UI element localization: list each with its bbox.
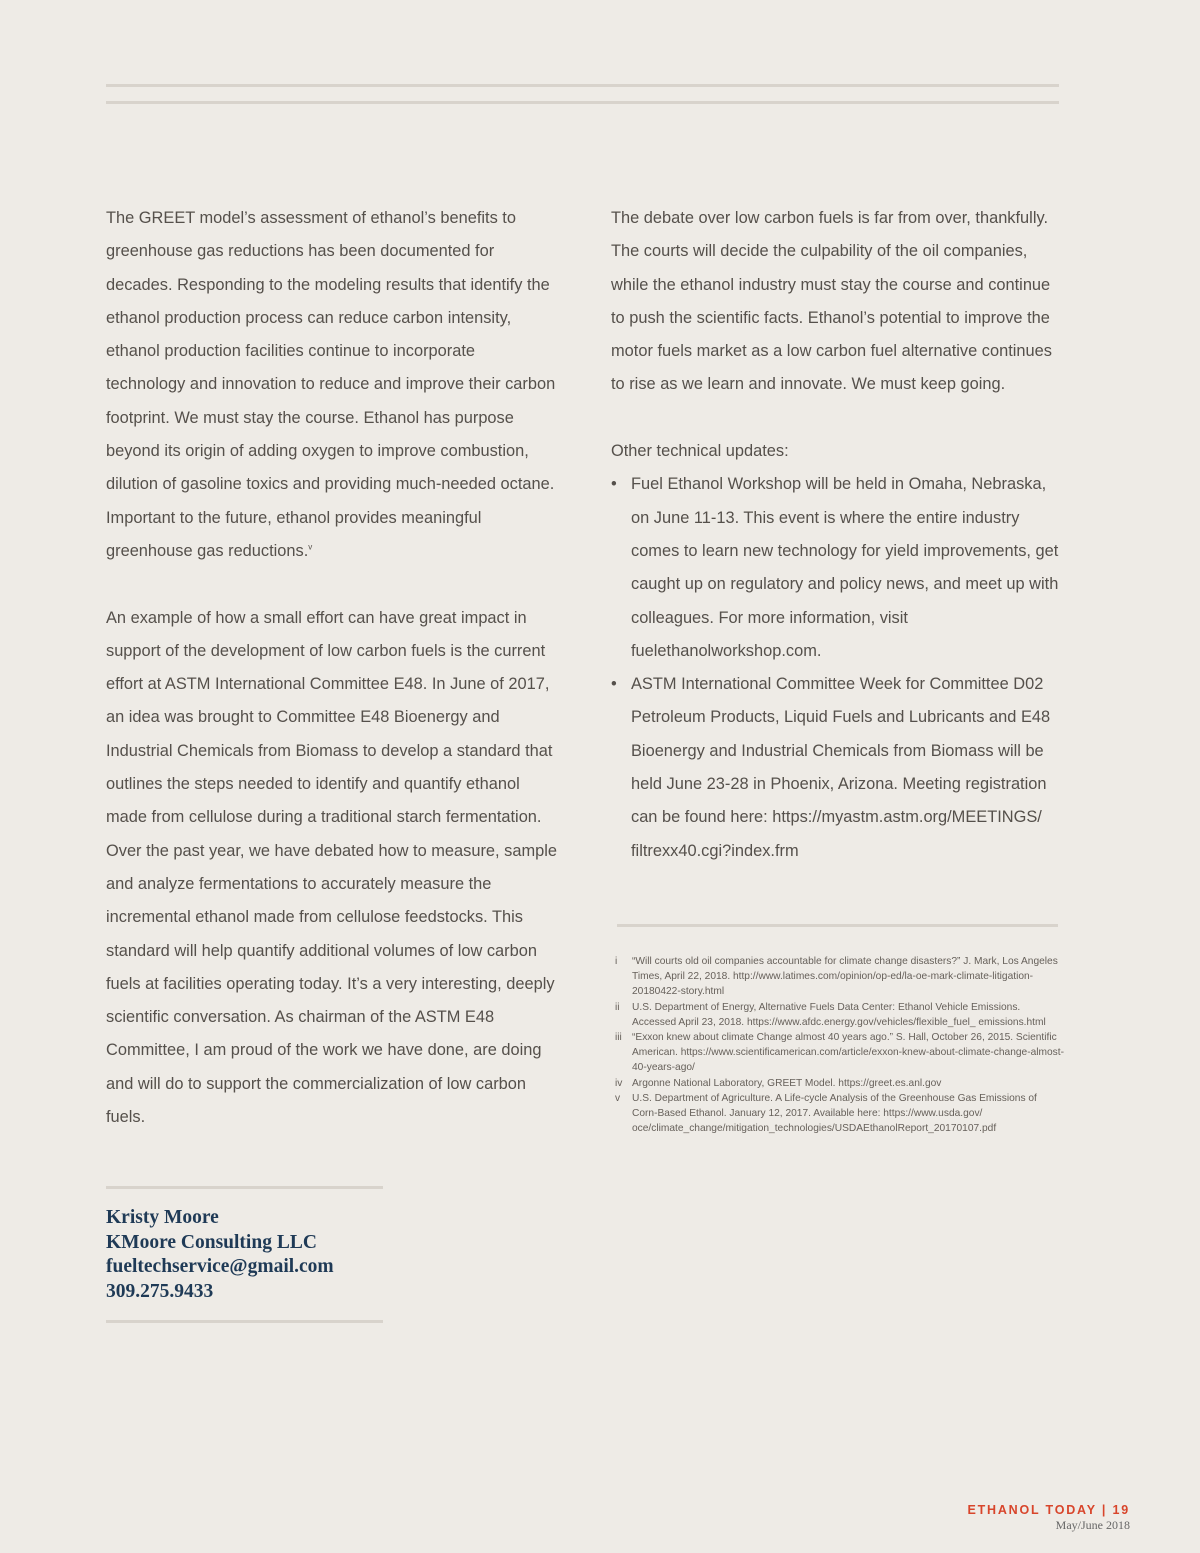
footnote-number: i [615, 956, 618, 967]
footnote-number: iv [615, 1077, 623, 1089]
list-item-text: ASTM International Committee Week for Committee D02 Petroleum Products, Liquid Fuels and Lubricants and E48 Bioenergy and Industrial Chemicals from Biomass will be held June 23-28 in Phoenix, Arizona. Meeting registration can be found here: https://myastm.astm.org/MEETINGS/ filtrexx40.cgi?index.frm [631, 675, 1051, 860]
page-folio [967, 1503, 1130, 1532]
top-rule-2 [106, 101, 1059, 104]
author-name: Kristy Moore [106, 1207, 219, 1228]
footnote [615, 1076, 1065, 1091]
footnote-text: U.S. Department of Agriculture. A Life-cycle Analysis of the Greenhouse Gas Emissions of Corn-Based Ethanol. January 12, 2017. Available here: https://www.usda.gov/ oce/climate_change/mitigation_technologies/USDAEthanolReport_20170107.pdf [632, 1092, 1037, 1135]
footnote-number: iii [615, 1032, 622, 1044]
footnotes-rule [617, 924, 1058, 927]
footnote-text: “Exxon knew about climate Change almost 40 years ago.” S. Hall, October 26, 2015. Scientific American. https://www.scientificamerican.com/article/exxon-knew-about-climate-change-almost-40-years-ago/ [632, 1032, 1064, 1074]
right-column [611, 202, 1063, 868]
footnotes [615, 954, 1065, 1136]
issue-date: May/June 2018 [1055, 1518, 1130, 1532]
footnote [615, 1091, 1065, 1137]
left-paragraph-1: The GREET model’s assessment of ethanol’s benefits to greenhouse gas reductions has been documented for decades. Responding to the modeling results that identify the ethanol production process can reduce carbon intensity, ethanol production facilities continue to incorporate technology and innovation to reduce and improve their carbon footprint. We must stay the course. Ethanol has purpose beyond its origin of adding oxygen to improve combustion, dilution of gasoline toxics and providing much-needed octane. Important to the future, ethanol provides meaningful greenhouse gas reductions.$^v$ [106, 209, 556, 560]
footnote-ref-v: v [308, 542, 313, 552]
bullet-icon: • [611, 675, 617, 694]
left-paragraph-2: An example of how a small effort can have great impact in support of the development of low carbon fuels is the current effort at ASTM International Committee E48. In June of 2017, an idea was brought to Committee E48 Bioenergy and Industrial Chemicals from Biomass to develop a standard that outlines the steps needed to identify and quantify ethanol made from cellulose during a traditional starch fermentation. Over the past year, we have debated how to measure, sample and analyze fermentations to accurately measure the incremental ethanol made from cellulose feedstocks. This standard will help quantify additional volumes of low carbon fuels at facilities operating today. It’s a very interesting, deeply scientific conversation. As chairman of the ASTM E48 Committee, I am proud of the work we have done, are doing and will do to support the commercialization of low carbon fuels. [106, 608, 557, 1127]
top-rule-1 [106, 84, 1059, 87]
magazine-page-label: ETHANOL TODAY | 19 [967, 1503, 1130, 1517]
list-item [611, 468, 1063, 668]
author-phone: 309.275.9433 [106, 1280, 214, 1302]
author-rule-top [106, 1186, 383, 1189]
footnote-text: U.S. Department of Energy, Alternative Fuels Data Center: Ethanol Vehicle Emissions. Accessed April 23, 2018. https://www.afdc.energy.gov/vehicles/flexible_fuel_ emissions.html [632, 1001, 1046, 1028]
footnote-text: Argonne National Laboratory, GREET Model. https://greet.es.anl.gov [632, 1077, 942, 1089]
updates-list [611, 468, 1063, 868]
list-item-text: Fuel Ethanol Workshop will be held in Omaha, Nebraska, on June 11-13. This event is where the entire industry comes to learn new technology for yield improvements, get caught up on regulatory and policy news, and meet up with colleagues. For more information, visit fuelethanolworkshop.com. [631, 475, 1059, 660]
right-paragraph-1: The debate over low carbon fuels is far from over, thankfully. The courts will decide the culpability of the oil companies, while the ethanol industry must stay the course and continue to push the scientific facts. Ethanol’s potential to improve the motor fuels market as a low carbon fuel alternative continues to rise as we learn and innovate. We must keep going. [611, 209, 1052, 394]
footnote [615, 1000, 1065, 1030]
footnote [615, 954, 1065, 1000]
footnote-text: “Will courts old oil companies accountable for climate change disasters?” J. Mark, Los Angeles Times, April 22, 2018. http://www.latimes.com/opinion/op-ed/la-oe-mark-climate-litigation-20180422-story.html [632, 956, 1058, 998]
bullet-icon: • [611, 475, 617, 494]
author-block [106, 1206, 334, 1304]
footnote-number: ii [615, 1001, 620, 1013]
updates-heading: Other technical updates: [611, 442, 789, 461]
list-item [611, 668, 1063, 868]
footnote [615, 1030, 1065, 1076]
author-company: KMoore Consulting LLC [106, 1231, 317, 1253]
author-rule-bottom [106, 1320, 383, 1323]
footnote-number: v [615, 1092, 621, 1104]
left-column [106, 202, 558, 1134]
author-email[interactable]: fueltechservice@gmail.com [106, 1256, 334, 1277]
